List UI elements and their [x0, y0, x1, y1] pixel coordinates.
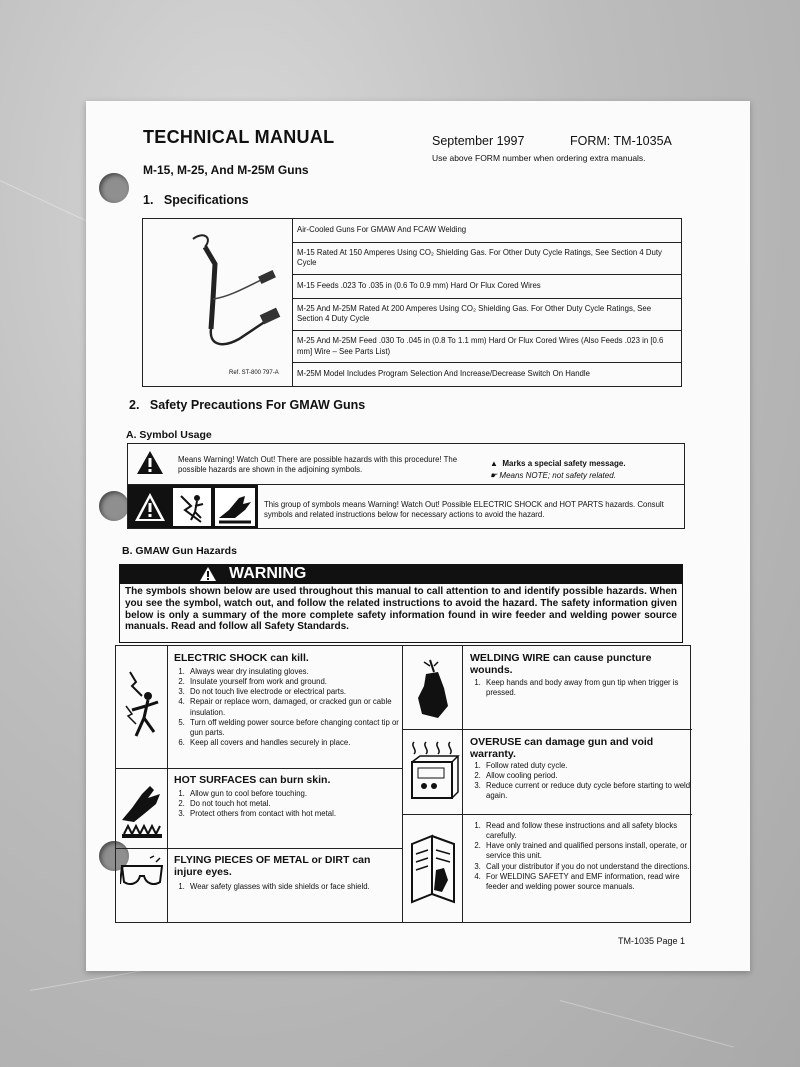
form-note: Use above FORM number when ordering extra manuals.	[432, 153, 646, 163]
list-item: 1. Always wear dry insulating gloves.	[187, 667, 409, 677]
spec-row: M-25 And M-25M Feed .030 To .045 in (0.8 To 1.1 mm) Hard Or Flux Cored Wires (Also Feeds .023 in [0.6 mm] Wire – See Parts List)	[293, 331, 681, 363]
note-legend	[490, 471, 616, 480]
symbol-usage-box	[127, 443, 685, 529]
divider	[402, 729, 692, 730]
hot-surfaces-list	[172, 789, 409, 819]
read-manual-icon	[408, 830, 458, 906]
welding-wire-hand-icon	[408, 658, 458, 722]
gun-hazards-heading: B. GMAW Gun Hazards	[122, 545, 237, 557]
section-title: Specifications	[163, 193, 249, 207]
symbol-usage-text: Means Warning! Watch Out! There are possible hazards with this procedure! The possible hazards are shown in the adjoining symbols.	[178, 455, 458, 475]
divider	[116, 848, 402, 849]
hazard-group-text: This group of symbols means Warning! Watch Out! Possible ELECTRIC SHOCK and HOT PARTS hazards. Consult symbols and related instructions below for necessary actions to avoid the hazard.	[264, 500, 664, 520]
warning-triangle-icon	[131, 488, 169, 526]
section-specifications-heading	[143, 193, 249, 207]
electric-shock-list	[172, 667, 409, 748]
list-item: 3. Call your distributor if you do not understand the directions.	[483, 862, 703, 872]
marble-vein	[560, 1000, 734, 1048]
list-item: 2. Do not touch hot metal.	[187, 799, 409, 809]
hot-surface-hand-icon	[120, 776, 164, 840]
list-item: 4. For WELDING SAFETY and EMF information, read wire feeder and welding power source manuals.	[483, 872, 703, 892]
specifications-rows	[293, 219, 681, 386]
welding-wire-list	[468, 678, 703, 698]
list-item: 5. Turn off welding power source before changing contact tip or gun parts.	[187, 718, 409, 738]
list-item: 3. Protect others from contact with hot metal.	[187, 809, 409, 819]
electric-shock-icon	[173, 488, 211, 526]
overheat-equipment-icon	[406, 738, 460, 808]
warning-banner	[119, 564, 683, 584]
list-item: 1. Read and follow these instructions and all safety blocks carefully.	[483, 821, 703, 841]
binder-hole	[99, 491, 129, 521]
list-item: 1. Allow gun to cool before touching.	[187, 789, 409, 799]
section-safety-heading	[129, 398, 365, 412]
warning-triangle-icon	[199, 566, 217, 582]
page-footer: TM-1035 Page 1	[618, 936, 686, 946]
list-item: 1. Wear safety glasses with side shields or face shield.	[187, 882, 409, 892]
spec-row: M-15 Feeds .023 To .035 in (0.6 To 0.9 mm) Hard Or Flux Cored Wires	[293, 275, 681, 299]
special-message-legend: ▲ Marks a special safety message.	[490, 459, 626, 468]
spec-row: Air-Cooled Guns For GMAW And FCAW Welding	[293, 219, 681, 243]
specifications-table	[142, 218, 682, 387]
overuse-title: OVERUSE can damage gun and void warranty.	[470, 736, 654, 761]
section-title: Safety Precautions For GMAW Guns	[149, 398, 366, 412]
flying-pieces-title: FLYING PIECES OF METAL or DIRT can injure eyes.	[174, 854, 371, 879]
divider	[402, 814, 692, 815]
section-number: 1.	[143, 193, 154, 207]
special-message-text: Marks a special safety message.	[502, 459, 626, 468]
hazard-grid	[115, 645, 691, 923]
welding-gun-icon	[143, 219, 292, 386]
list-item: 2. Allow cooling period.	[483, 771, 703, 781]
flying-pieces-list	[172, 882, 409, 892]
symbol-usage-heading: A. Symbol Usage	[126, 429, 212, 441]
warning-text: The symbols shown below are used throughout this manual to call attention to and identify possible hazards. When you see the symbol, watch out, and follow the related instructions to avoid the hazard. The safety information given below is only a summary of the more complete safety information found in wire feeder and welding power source manuals. Read and follow all Safety Standards.	[119, 584, 683, 643]
list-item: 3. Do not touch live electrode or electrical parts.	[187, 687, 409, 697]
list-item: 1. Keep hands and body away from gun tip when trigger is pressed.	[483, 678, 703, 698]
warning-triangle-icon	[136, 450, 164, 476]
overuse-list	[468, 761, 703, 802]
electric-shock-icon	[122, 666, 162, 746]
spec-row: M-15 Rated At 150 Amperes Using CO₂ Shielding Gas. For Other Duty Cycle Ratings, See Section 4 Duty Cycle	[293, 243, 681, 275]
section-number: 2.	[129, 398, 140, 412]
list-item: 6. Keep all covers and handles securely in place.	[187, 738, 409, 748]
list-item: 4. Repair or replace worn, damaged, or cracked gun or cable insulation.	[187, 697, 409, 717]
divider	[462, 646, 463, 922]
manual-title: TECHNICAL MANUAL	[143, 127, 335, 147]
gun-illustration	[143, 219, 293, 386]
electric-shock-title: ELECTRIC SHOCK can kill.	[174, 652, 309, 664]
read-instructions-list	[468, 821, 703, 892]
list-item: 2. Insulate yourself from work and ground.	[187, 677, 409, 687]
list-item: 3. Reduce current or reduce duty cycle before starting to weld again.	[483, 781, 703, 801]
welding-wire-title: WELDING WIRE can cause puncture wounds.	[470, 652, 652, 677]
note-text: Means NOTE; not safety related.	[499, 471, 616, 480]
binder-hole	[99, 173, 129, 203]
list-item: 1. Follow rated duty cycle.	[483, 761, 703, 771]
divider	[167, 646, 168, 922]
hazard-symbol-group	[128, 485, 258, 528]
hot-surface-hand-icon	[215, 488, 255, 526]
manual-page	[86, 101, 750, 971]
hot-surfaces-title: HOT SURFACES can burn skin.	[174, 774, 331, 786]
safety-glasses-icon	[120, 854, 164, 894]
spec-row: M-25M Model Includes Program Selection And Increase/Decrease Switch On Handle	[297, 369, 590, 379]
manual-date: September 1997	[432, 134, 525, 148]
divider	[116, 768, 402, 769]
illustration-reference: Ref. ST-800 797-A	[229, 370, 279, 376]
form-number: FORM: TM-1035A	[570, 134, 672, 148]
warning-label: WARNING	[229, 565, 307, 582]
pointing-hand-icon: ☛	[490, 471, 498, 480]
manual-subtitle: M-15, M-25, And M-25M Guns	[143, 163, 309, 177]
spec-row: M-25 And M-25M Rated At 200 Amperes Using CO₂ Shielding Gas. For Other Duty Cycle Ratings, See Section 4 Duty Cycle	[293, 299, 681, 331]
list-item: 2. Have only trained and qualified persons install, operate, or service this unit.	[483, 841, 703, 861]
